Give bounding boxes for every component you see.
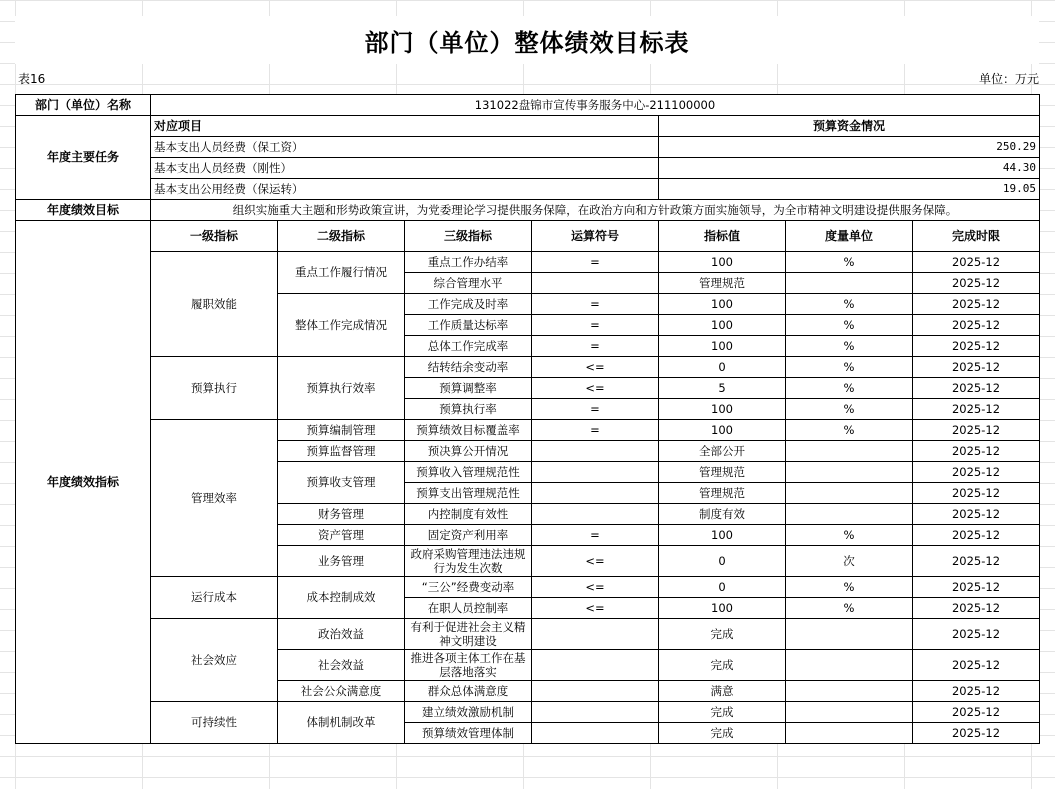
measure-unit: % bbox=[786, 577, 913, 598]
operator: = bbox=[532, 336, 659, 357]
page-title: 部门（单位）整体绩效目标表 bbox=[15, 16, 1039, 64]
l1-indicator: 社会效应 bbox=[151, 619, 278, 702]
l2-indicator: 成本控制成效 bbox=[278, 577, 405, 619]
task-amount: 250.29 bbox=[659, 137, 1040, 158]
operator bbox=[532, 441, 659, 462]
l3-indicator: 预算调整率 bbox=[405, 378, 532, 399]
operator: <= bbox=[532, 546, 659, 577]
table-number: 表16 bbox=[18, 72, 46, 86]
measure-unit bbox=[786, 702, 913, 723]
indicator-row bbox=[16, 702, 1040, 723]
l1-indicator: 可持续性 bbox=[151, 702, 278, 744]
measure-unit: % bbox=[786, 378, 913, 399]
col-header-value: 指标值 bbox=[659, 221, 786, 252]
task-row bbox=[16, 158, 1040, 179]
target-value: 100 bbox=[659, 399, 786, 420]
deadline: 2025-12 bbox=[913, 315, 1040, 336]
task-row bbox=[16, 137, 1040, 158]
operator bbox=[532, 650, 659, 681]
deadline: 2025-12 bbox=[913, 504, 1040, 525]
l1-indicator: 运行成本 bbox=[151, 577, 278, 619]
l2-indicator: 预算执行效率 bbox=[278, 357, 405, 420]
measure-unit: % bbox=[786, 294, 913, 315]
l3-indicator: 总体工作完成率 bbox=[405, 336, 532, 357]
l3-indicator: 有利于促进社会主义精神文明建设 bbox=[405, 619, 532, 650]
l3-indicator: 预决算公开情况 bbox=[405, 441, 532, 462]
l2-indicator: 体制机制改革 bbox=[278, 702, 405, 744]
target-value: 0 bbox=[659, 546, 786, 577]
measure-unit bbox=[786, 650, 913, 681]
l2-indicator: 预算监督管理 bbox=[278, 441, 405, 462]
measure-unit bbox=[786, 273, 913, 294]
l2-indicator: 财务管理 bbox=[278, 504, 405, 525]
task-item: 基本支出公用经费（保运转） bbox=[151, 179, 659, 200]
deadline: 2025-12 bbox=[913, 420, 1040, 441]
operator bbox=[532, 619, 659, 650]
l3-indicator: 建立绩效激励机制 bbox=[405, 702, 532, 723]
target-value: 管理规范 bbox=[659, 273, 786, 294]
operator bbox=[532, 462, 659, 483]
deadline: 2025-12 bbox=[913, 525, 1040, 546]
l2-indicator: 社会公众满意度 bbox=[278, 681, 405, 702]
l3-indicator: 工作完成及时率 bbox=[405, 294, 532, 315]
tasks-col-item: 对应项目 bbox=[151, 116, 659, 137]
l3-indicator: 综合管理水平 bbox=[405, 273, 532, 294]
deadline: 2025-12 bbox=[913, 681, 1040, 702]
dept-label: 部门（单位）名称 bbox=[16, 95, 151, 116]
operator: <= bbox=[532, 357, 659, 378]
measure-unit: % bbox=[786, 336, 913, 357]
l3-indicator: 预算绩效目标覆盖率 bbox=[405, 420, 532, 441]
deadline: 2025-12 bbox=[913, 650, 1040, 681]
measure-unit: % bbox=[786, 420, 913, 441]
l2-indicator: 政治效益 bbox=[278, 619, 405, 650]
l1-indicator: 履职效能 bbox=[151, 252, 278, 357]
target-value: 完成 bbox=[659, 619, 786, 650]
target-value: 100 bbox=[659, 252, 786, 273]
deadline: 2025-12 bbox=[913, 336, 1040, 357]
l1-indicator: 管理效率 bbox=[151, 420, 278, 577]
operator: <= bbox=[532, 598, 659, 619]
operator: = bbox=[532, 525, 659, 546]
l2-indicator: 资产管理 bbox=[278, 525, 405, 546]
deadline: 2025-12 bbox=[913, 378, 1040, 399]
col-header-operator: 运算符号 bbox=[532, 221, 659, 252]
measure-unit bbox=[786, 504, 913, 525]
target-value: 0 bbox=[659, 577, 786, 598]
deadline: 2025-12 bbox=[913, 357, 1040, 378]
target-value: 100 bbox=[659, 315, 786, 336]
l3-indicator: 结转结余变动率 bbox=[405, 357, 532, 378]
target-value: 管理规范 bbox=[659, 483, 786, 504]
indicator-header-row bbox=[16, 221, 1040, 252]
l2-indicator: 社会效益 bbox=[278, 650, 405, 681]
task-amount: 44.30 bbox=[659, 158, 1040, 179]
l3-indicator: 固定资产利用率 bbox=[405, 525, 532, 546]
measure-unit bbox=[786, 619, 913, 650]
l3-indicator: 群众总体满意度 bbox=[405, 681, 532, 702]
col-header-l1: 一级指标 bbox=[151, 221, 278, 252]
l3-indicator: 重点工作办结率 bbox=[405, 252, 532, 273]
indicator-row bbox=[16, 357, 1040, 378]
operator bbox=[532, 273, 659, 294]
measure-unit: % bbox=[786, 357, 913, 378]
indicators-label: 年度绩效指标 bbox=[16, 221, 151, 744]
deadline: 2025-12 bbox=[913, 294, 1040, 315]
deadline: 2025-12 bbox=[913, 577, 1040, 598]
deadline: 2025-12 bbox=[913, 483, 1040, 504]
l3-indicator: 内控制度有效性 bbox=[405, 504, 532, 525]
l3-indicator: 预算支出管理规范性 bbox=[405, 483, 532, 504]
target-value: 完成 bbox=[659, 723, 786, 744]
task-header-row bbox=[16, 116, 1040, 137]
task-item: 基本支出人员经费（刚性） bbox=[151, 158, 659, 179]
operator bbox=[532, 702, 659, 723]
task-row bbox=[16, 179, 1040, 200]
deadline: 2025-12 bbox=[913, 441, 1040, 462]
operator: = bbox=[532, 420, 659, 441]
measure-unit bbox=[786, 723, 913, 744]
dept-row bbox=[16, 95, 1040, 116]
l2-indicator: 整体工作完成情况 bbox=[278, 294, 405, 357]
measure-unit: % bbox=[786, 252, 913, 273]
target-value: 制度有效 bbox=[659, 504, 786, 525]
operator: <= bbox=[532, 378, 659, 399]
indicator-row bbox=[16, 619, 1040, 650]
l3-indicator: 预算绩效管理体制 bbox=[405, 723, 532, 744]
deadline: 2025-12 bbox=[913, 546, 1040, 577]
task-amount: 19.05 bbox=[659, 179, 1040, 200]
l3-indicator: 工作质量达标率 bbox=[405, 315, 532, 336]
target-value: 满意 bbox=[659, 681, 786, 702]
deadline: 2025-12 bbox=[913, 723, 1040, 744]
target-value: 0 bbox=[659, 357, 786, 378]
operator bbox=[532, 483, 659, 504]
measure-unit: % bbox=[786, 598, 913, 619]
measure-unit: % bbox=[786, 525, 913, 546]
dept-value: 131022盘锦市宣传事务服务中心-211100000 bbox=[151, 95, 1040, 116]
l3-indicator: 推进各项主体工作在基层落地落实 bbox=[405, 650, 532, 681]
deadline: 2025-12 bbox=[913, 462, 1040, 483]
measure-unit: % bbox=[786, 399, 913, 420]
indicator-row bbox=[16, 577, 1040, 598]
deadline: 2025-12 bbox=[913, 399, 1040, 420]
indicator-row bbox=[16, 420, 1040, 441]
measure-unit bbox=[786, 681, 913, 702]
tasks-label: 年度主要任务 bbox=[16, 116, 151, 200]
operator bbox=[532, 723, 659, 744]
deadline: 2025-12 bbox=[913, 702, 1040, 723]
deadline: 2025-12 bbox=[913, 273, 1040, 294]
target-value: 5 bbox=[659, 378, 786, 399]
operator: <= bbox=[532, 577, 659, 598]
performance-table bbox=[15, 94, 1040, 744]
operator bbox=[532, 504, 659, 525]
indicator-row bbox=[16, 252, 1040, 273]
col-header-unit: 度量单位 bbox=[786, 221, 913, 252]
deadline: 2025-12 bbox=[913, 598, 1040, 619]
target-value: 管理规范 bbox=[659, 462, 786, 483]
deadline: 2025-12 bbox=[913, 252, 1040, 273]
goal-row bbox=[16, 200, 1040, 221]
operator: = bbox=[532, 315, 659, 336]
target-value: 100 bbox=[659, 525, 786, 546]
operator bbox=[532, 681, 659, 702]
target-value: 完成 bbox=[659, 650, 786, 681]
l3-indicator: 预算执行率 bbox=[405, 399, 532, 420]
target-value: 100 bbox=[659, 294, 786, 315]
operator: = bbox=[532, 294, 659, 315]
operator: = bbox=[532, 252, 659, 273]
col-header-l3: 三级指标 bbox=[405, 221, 532, 252]
measure-unit: % bbox=[786, 315, 913, 336]
l3-indicator: 政府采购管理违法违规行为发生次数 bbox=[405, 546, 532, 577]
l3-indicator: 在职人员控制率 bbox=[405, 598, 532, 619]
measure-unit bbox=[786, 462, 913, 483]
measure-unit: 次 bbox=[786, 546, 913, 577]
l2-indicator: 预算编制管理 bbox=[278, 420, 405, 441]
goal-label: 年度绩效目标 bbox=[16, 200, 151, 221]
col-header-deadline: 完成时限 bbox=[913, 221, 1040, 252]
tasks-col-fund: 预算资金情况 bbox=[659, 116, 1040, 137]
target-value: 100 bbox=[659, 420, 786, 441]
measure-unit bbox=[786, 441, 913, 462]
measure-unit bbox=[786, 483, 913, 504]
l2-indicator: 业务管理 bbox=[278, 546, 405, 577]
target-value: 100 bbox=[659, 598, 786, 619]
l2-indicator: 重点工作履行情况 bbox=[278, 252, 405, 294]
target-value: 100 bbox=[659, 336, 786, 357]
unit-label: 单位：万元 bbox=[978, 72, 1039, 86]
target-value: 全部公开 bbox=[659, 441, 786, 462]
l3-indicator: 预算收入管理规范性 bbox=[405, 462, 532, 483]
operator: = bbox=[532, 399, 659, 420]
goal-text: 组织实施重大主题和形势政策宣讲，为党委理论学习提供服务保障，在政治方向和方针政策方面实施领导，为全市精神文明建设提供服务保障。 bbox=[151, 200, 1040, 221]
deadline: 2025-12 bbox=[913, 619, 1040, 650]
l3-indicator: “三公”经费变动率 bbox=[405, 577, 532, 598]
l1-indicator: 预算执行 bbox=[151, 357, 278, 420]
col-header-l2: 二级指标 bbox=[278, 221, 405, 252]
target-value: 完成 bbox=[659, 702, 786, 723]
l2-indicator: 预算收支管理 bbox=[278, 462, 405, 504]
task-item: 基本支出人员经费（保工资） bbox=[151, 137, 659, 158]
